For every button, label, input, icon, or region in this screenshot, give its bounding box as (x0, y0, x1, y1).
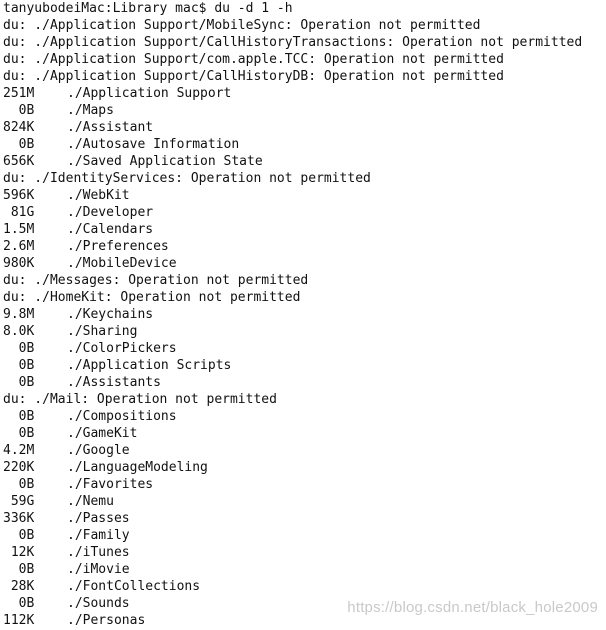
entry-size: 4.2M (3, 443, 35, 458)
entry-path: ./Sounds (67, 596, 130, 611)
watermark-url: https://blog.csdn.net/black_hole2009 (347, 599, 598, 616)
entry-size: 0B (3, 137, 35, 152)
error-message-line: du: ./Application Support/MobileSync: Operation not permitted (3, 18, 481, 33)
entry-size: 596K (3, 188, 35, 203)
entry-path: ./Family (67, 528, 130, 543)
du-entry-line (3, 357, 606, 374)
entry-path: ./Nemu (67, 494, 114, 509)
du-entry-line (3, 578, 606, 595)
entry-size: 0B (3, 375, 35, 390)
du-entry-line (3, 102, 606, 119)
du-entry-line (3, 493, 606, 510)
error-message-line: du: ./Application Support/com.apple.TCC: Operation not permitted (3, 52, 504, 67)
entry-path: ./FontCollections (67, 579, 201, 594)
du-entry-line (3, 561, 606, 578)
entry-size: 12K (3, 545, 35, 560)
entry-path: ./Personas (67, 613, 146, 628)
du-entry-line (3, 255, 606, 272)
error-message-line: du: ./HomeKit: Operation not permitted (3, 290, 301, 305)
du-entry-line (3, 221, 606, 238)
du-entry-line (3, 153, 606, 170)
entry-size: 824K (3, 120, 35, 135)
entry-size: 0B (3, 562, 35, 577)
du-entry-line (3, 527, 606, 544)
entry-path: ./Application Support (67, 86, 232, 101)
du-entry-line (3, 408, 606, 425)
entry-path: ./GameKit (67, 426, 138, 441)
entry-size: 251M (3, 86, 35, 101)
entry-size: 336K (3, 511, 35, 526)
entry-size: 0B (3, 409, 35, 424)
error-message-line: du: ./Application Support/CallHistoryDB: Operation not permitted (3, 69, 504, 84)
entry-path: ./Preferences (67, 239, 169, 254)
du-entry-line (3, 187, 606, 204)
entry-size: 0B (3, 358, 35, 373)
du-entry-line (3, 306, 606, 323)
du-entry-line (3, 85, 606, 102)
du-entry-line (3, 425, 606, 442)
du-entry-line (3, 510, 606, 527)
entry-size: 9.8M (3, 307, 35, 322)
entry-path: ./Saved Application State (67, 154, 263, 169)
error-message-line: du: ./Mail: Operation not permitted (3, 392, 277, 407)
entry-path: ./Autosave Information (67, 137, 240, 152)
error-message-line: du: ./IdentityServices: Operation not permitted (3, 171, 371, 186)
entry-size: 0B (3, 103, 35, 118)
du-entry-line (3, 476, 606, 493)
entry-size: 112K (3, 613, 35, 628)
entry-size: 2.6M (3, 239, 35, 254)
du-entry-line (3, 238, 606, 255)
entry-path: ./Assistants (67, 375, 161, 390)
entry-path: ./Google (67, 443, 130, 458)
entry-size: 0B (3, 528, 35, 543)
entry-size: 980K (3, 256, 35, 271)
du-entry-line (3, 204, 606, 221)
entry-path: ./Calendars (67, 222, 154, 237)
entry-size: 220K (3, 460, 35, 475)
entry-path: ./iTunes (67, 545, 130, 560)
entry-path: ./Assistant (67, 120, 154, 135)
entry-path: ./MobileDevice (67, 256, 177, 271)
entry-size: 1.5M (3, 222, 35, 237)
entry-path: ./Keychains (67, 307, 154, 322)
entry-size: 656K (3, 154, 35, 169)
entry-path: ./Favorites (67, 477, 154, 492)
du-entry-line (3, 459, 606, 476)
du-entry-line (3, 544, 606, 561)
command-prompt-line: tanyubodeiMac:Library mac$ du -d 1 -h (3, 1, 293, 16)
entry-path: ./Application Scripts (67, 358, 232, 373)
entry-size: 0B (3, 426, 35, 441)
du-entry-line (3, 119, 606, 136)
entry-path: ./Compositions (67, 409, 177, 424)
du-entry-line (3, 323, 606, 340)
entry-path: ./ColorPickers (67, 341, 177, 356)
entry-size: 0B (3, 596, 35, 611)
entry-path: ./iMovie (67, 562, 130, 577)
du-entry-line (3, 136, 606, 153)
error-message-line: du: ./Messages: Operation not permitted (3, 273, 309, 288)
error-message-line: du: ./Application Support/CallHistoryTransactions: Operation not permitted (3, 35, 583, 50)
entry-size: 59G (3, 494, 35, 509)
entry-size: 81G (3, 205, 35, 220)
du-entry-line (3, 442, 606, 459)
entry-path: ./LanguageModeling (67, 460, 208, 475)
entry-path: ./Passes (67, 511, 130, 526)
entry-size: 8.0K (3, 324, 35, 339)
entry-path: ./Sharing (67, 324, 138, 339)
entry-path: ./Developer (67, 205, 154, 220)
entry-size: 0B (3, 341, 35, 356)
du-entry-line (3, 340, 606, 357)
entry-path: ./Maps (67, 103, 114, 118)
entry-path: ./WebKit (67, 188, 130, 203)
entry-size: 0B (3, 477, 35, 492)
entry-size: 28K (3, 579, 35, 594)
du-entry-line (3, 374, 606, 391)
